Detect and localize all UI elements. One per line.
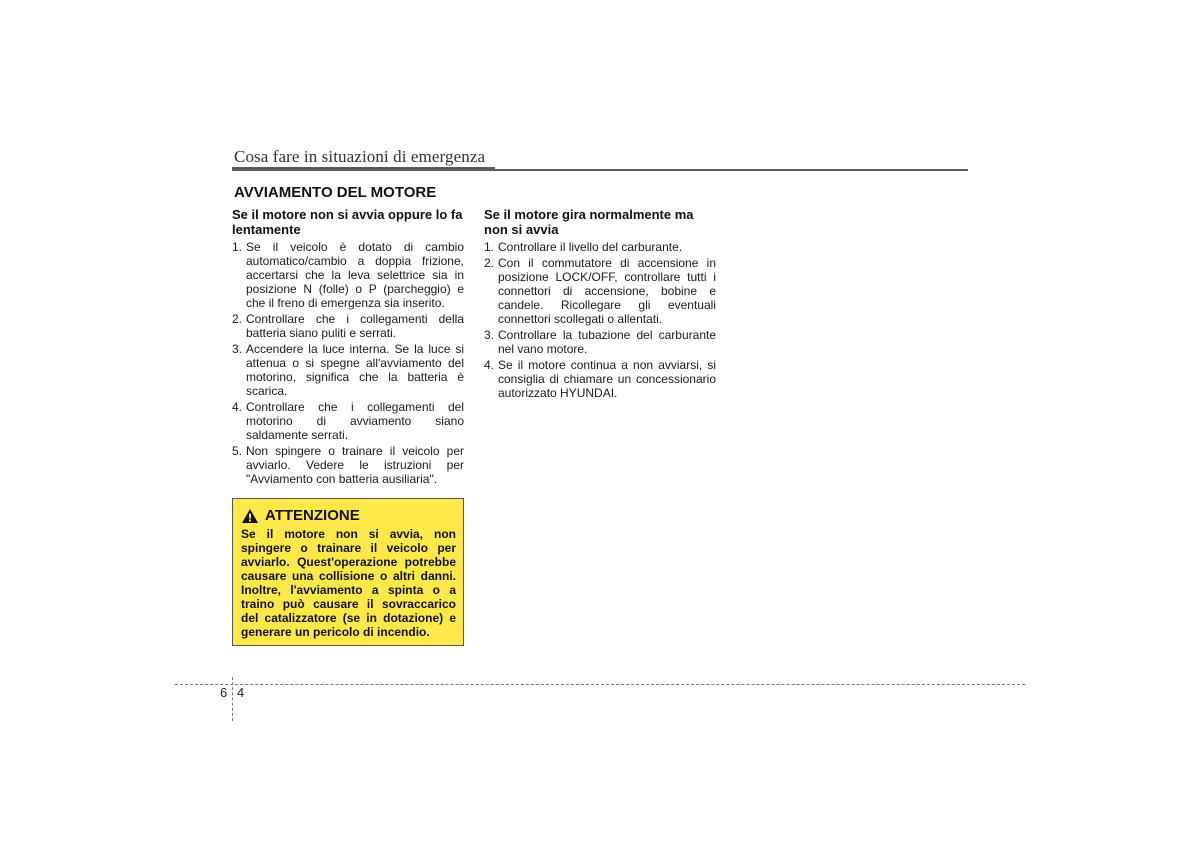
step-number: 4. [232,400,243,414]
step-number: 1. [232,240,243,254]
list-item [484,256,716,326]
step-text: Controllare che i collegamenti della batteria siano puliti e serrati. [246,312,464,340]
list-item [232,400,464,442]
right-subhead: Se il motore gira normalmente ma non si avvia [484,207,694,237]
step-text: Accendere la luce interna. Se la luce si attenua o si spegne all'avviamento del motorino, significa che la batteria è scarica. [246,342,464,398]
step-number: 5. [232,444,243,458]
left-subhead: Se il motore non si avvia oppure lo fa lentamente [232,207,463,237]
left-column [232,207,464,646]
section-title: AVVIAMENTO DEL MOTORE [234,184,437,201]
step-text: Controllare la tubazione del carburante nel vano motore. [498,328,716,356]
list-item [484,358,716,400]
step-text: Controllare il livello del carburante. [498,240,683,254]
step-number: 2. [232,312,243,326]
step-text: Controllare che i collegamenti del motorino di avviamento siano saldamente serrati. [246,400,464,442]
list-item [232,444,464,486]
footer-divider [232,677,233,721]
step-number: 1. [484,240,495,254]
step-text: Se il veicolo è dotato di cambio automatico/cambio a doppia frizione, accertarsi che la leva selettrice sia in posizione N (folle) o P (parcheggio) e che il freno di emergenza sia inserito. [246,240,464,310]
header-rule-thick [232,167,495,171]
chapter-title: Cosa fare in situazioni di emergenza [234,147,486,166]
warning-title: ATTENZIONE [265,507,360,524]
warning-header [241,507,456,524]
right-steps-list [484,240,716,400]
step-number: 3. [232,342,243,356]
footer-rule [175,684,1025,685]
step-text: Con il commutatore di accensione in posizione LOCK/OFF, controllare tutti i connettori di accensione, bobine e candele. Ricollegare gli eventuali connettori scollegati o allentati. [498,256,716,326]
list-item [232,342,464,398]
step-number: 4. [484,358,495,372]
step-number: 2. [484,256,495,270]
right-column [484,207,716,402]
warning-box [232,498,464,646]
list-item [484,328,716,356]
list-item [232,240,464,310]
header-rule-thin [495,169,968,171]
step-number: 3. [484,328,495,342]
list-item [484,240,716,254]
left-steps-list [232,240,464,486]
step-text: Non spingere o trainare il veicolo per avviarlo. Vedere le istruzioni per "Avviamento con batteria ausiliaria". [246,444,464,486]
list-item [232,312,464,340]
page-number: 4 [237,685,245,700]
warning-triangle-icon [241,508,259,524]
page-chapter-number: 6 [220,685,228,700]
warning-text: Se il motore non si avvia, non spingere o trainare il veicolo per avviarlo. Quest'operazione potrebbe causare una collisione o altri danni. Inoltre, l'avviamento a spinta o a traino può causare il sovraccarico del catalizzatore (se in dotazione) e generare un pericolo di incendio. [241,527,456,639]
step-text: Se il motore continua a non avviarsi, si consiglia di chiamare un concessionario autorizzato HYUNDAI. [498,358,716,400]
